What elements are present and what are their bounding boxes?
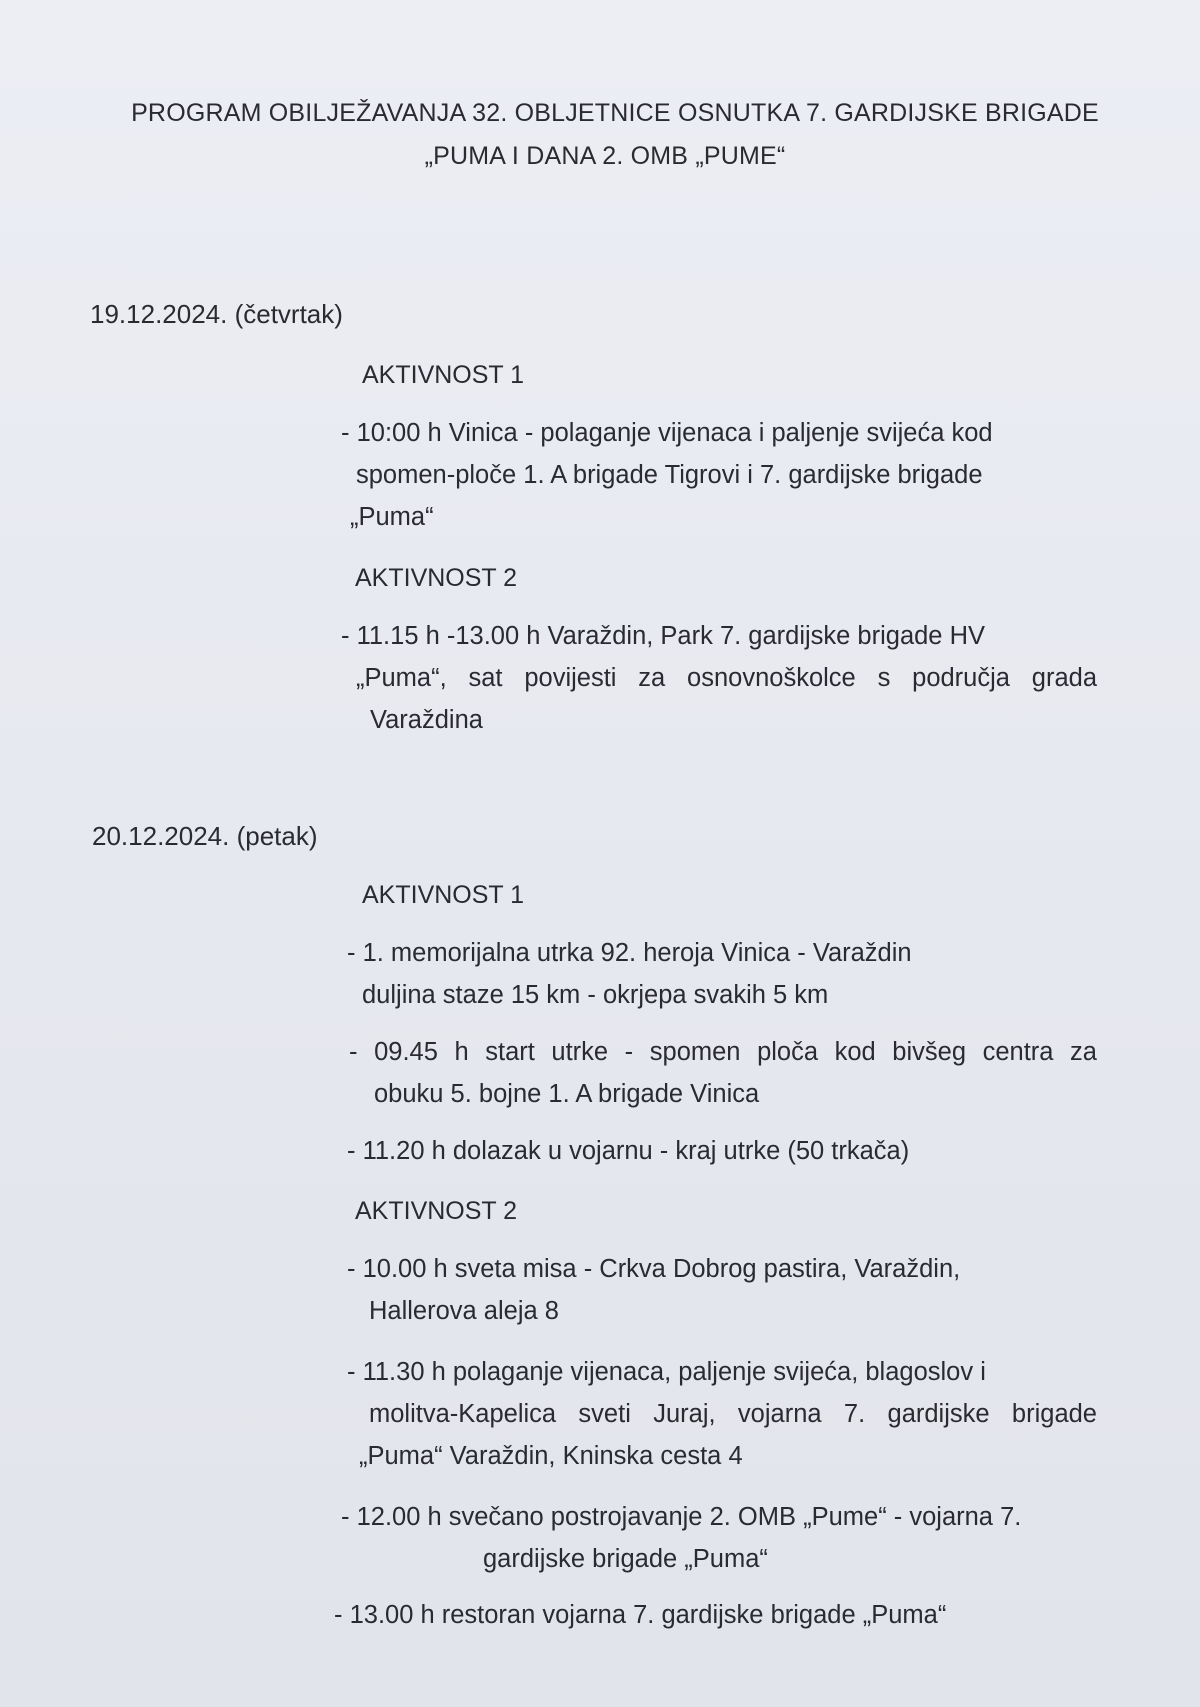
activity-item (341, 615, 1097, 741)
item-line: - 11.15 h -13.00 h Varaždin, Park 7. gardijske brigade HV (341, 622, 985, 650)
item-line: - 09.45 h start utrke - spomen ploča kod bivšeg centra za (349, 1038, 1097, 1066)
activity-heading-1-2: AKTIVNOST 2 (355, 564, 518, 592)
item-line: - 12.00 h svečano postrojavanje 2. OMB „Pume“ - vojarna 7. (341, 1503, 1022, 1531)
item-line: gardijske brigade „Puma“ (483, 1545, 768, 1573)
item-line: - 11.30 h polaganje vijenaca, paljenje svijeća, blagoslov i (347, 1358, 986, 1386)
item-line: spomen-ploče 1. A brigade Tigrovi i 7. gardijske brigade (356, 461, 983, 489)
activity-item (347, 1130, 1047, 1172)
document-title (0, 92, 1200, 178)
title-line-1: PROGRAM OBILJEŽAVANJA 32. OBLJETNICE OSNUTKA 7. GARDIJSKE BRIGADE (131, 99, 1099, 127)
activity-item (347, 1248, 1047, 1332)
item-line: - 13.00 h restoran vojarna 7. gardijske brigade „Puma“ (334, 1601, 947, 1629)
item-line: „Puma“ (350, 503, 434, 531)
activity-item (347, 1351, 1097, 1477)
activity-item (334, 1594, 1094, 1636)
activity-heading-1-1: AKTIVNOST 1 (362, 361, 525, 389)
item-line: Varaždina (370, 706, 483, 734)
activity-heading-2-2: AKTIVNOST 2 (355, 1197, 518, 1225)
item-line: - 10:00 h Vinica - polaganje vijenaca i paljenje svijeća kod (341, 419, 993, 447)
item-line: „Puma“, sat povijesti za osnovnoškolce s područja grada (356, 664, 1097, 692)
activity-item (341, 1496, 1101, 1580)
item-line: - 10.00 h sveta misa - Crkva Dobrog pastira, Varaždin, (347, 1255, 961, 1283)
title-line-2: „PUMA I DANA 2. OMB „PUME“ (424, 142, 786, 170)
day-date-1: 19.12.2024. (četvrtak) (90, 299, 343, 329)
activity-heading-2-1: AKTIVNOST 1 (362, 881, 525, 909)
item-line: „Puma“ Varaždin, Kninska cesta 4 (359, 1442, 743, 1470)
item-line: Hallerova aleja 8 (369, 1297, 559, 1325)
activity-item (341, 412, 1041, 538)
item-line: duljina staze 15 km - okrjepa svakih 5 km (362, 981, 829, 1009)
activity-item (347, 932, 1047, 1016)
item-line: - 1. memorijalna utrka 92. heroja Vinica - Varaždin (347, 939, 912, 967)
activity-item (349, 1031, 1097, 1115)
item-line: molitva-Kapelica sveti Juraj, vojarna 7. gardijske brigade (369, 1400, 1097, 1428)
day-date-2: 20.12.2024. (petak) (92, 821, 318, 851)
item-line: - 11.20 h dolazak u vojarnu - kraj utrke (50 trkača) (347, 1137, 910, 1165)
item-line: obuku 5. bojne 1. A brigade Vinica (374, 1080, 760, 1108)
